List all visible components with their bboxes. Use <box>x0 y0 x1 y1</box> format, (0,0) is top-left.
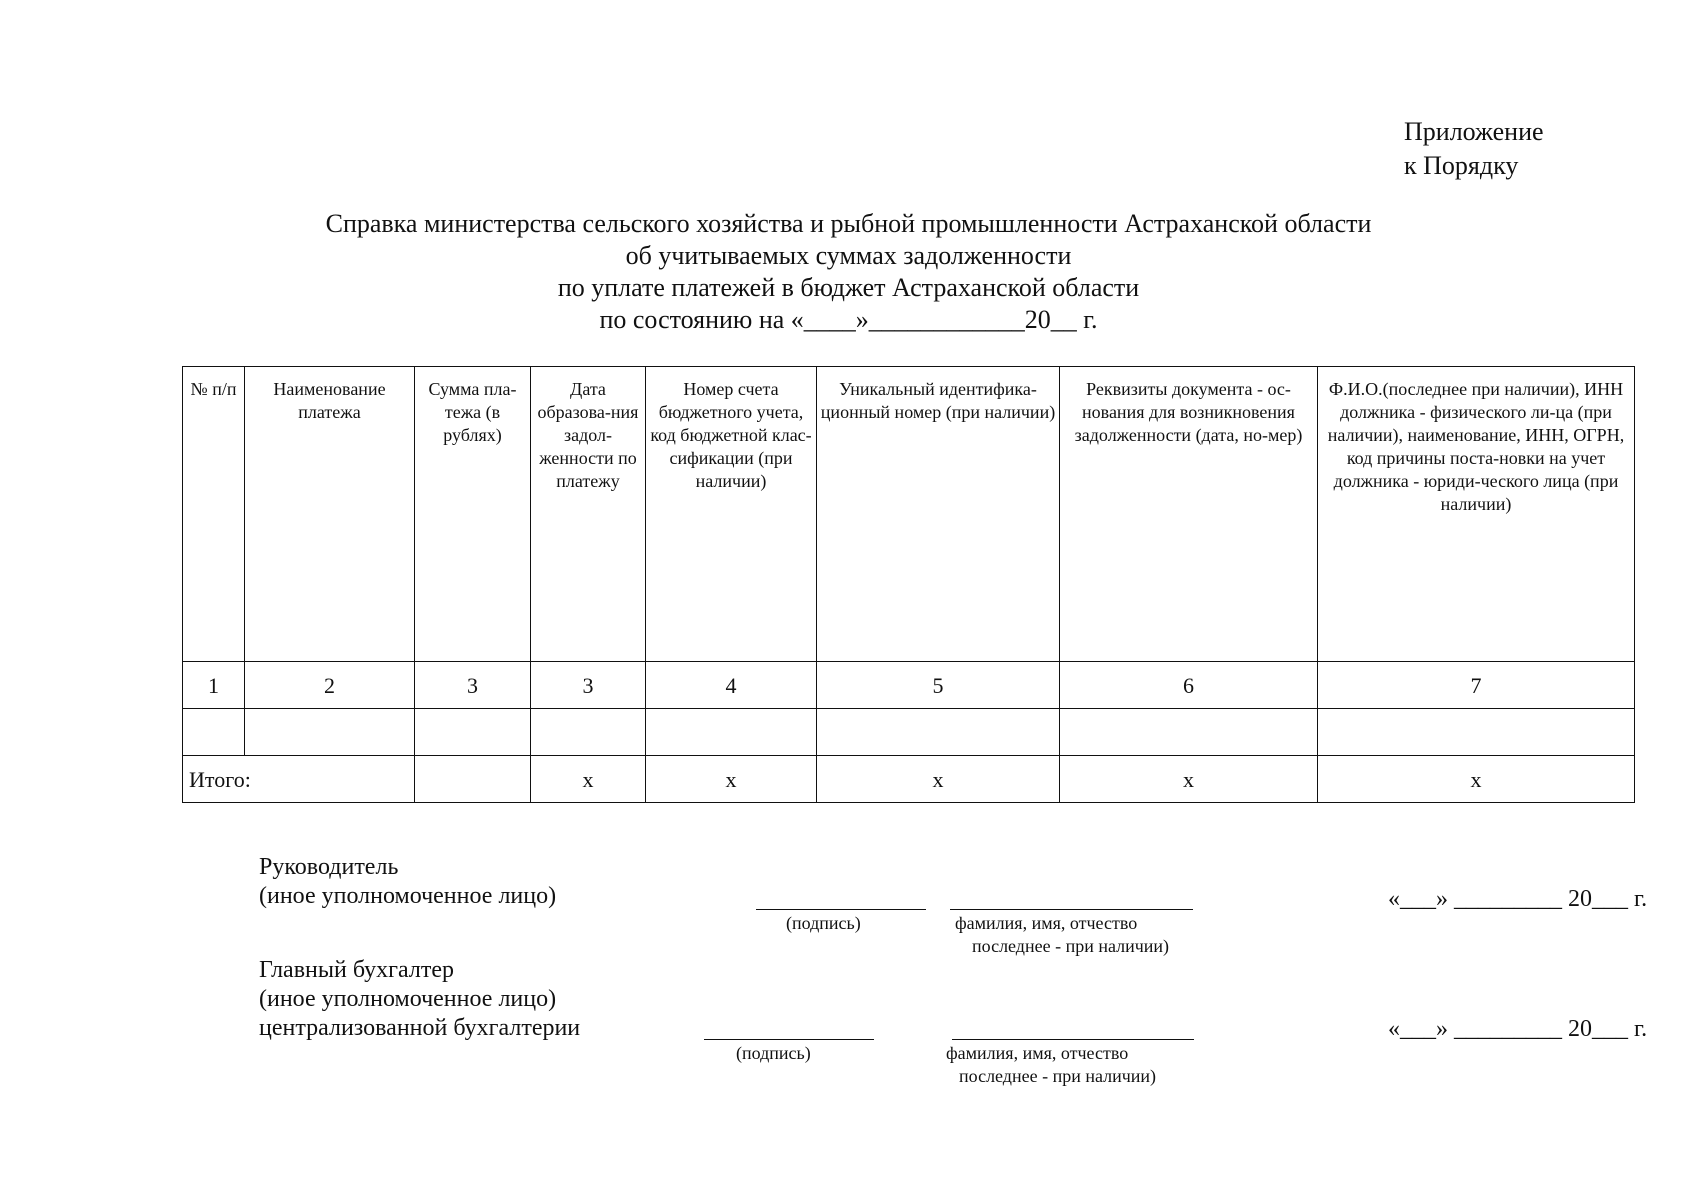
table-cell <box>1318 709 1635 756</box>
total-mark: x <box>1060 756 1318 803</box>
header-cell-payment-name: Наименование платежа <box>245 367 415 662</box>
accountant-name-caption-1: фамилия, имя, отчество <box>946 1043 1129 1063</box>
total-mark: x <box>817 756 1060 803</box>
table-cell <box>245 709 415 756</box>
table-cell <box>183 709 245 756</box>
table-cell <box>1060 709 1318 756</box>
head-signature-line <box>756 909 926 910</box>
document-title <box>0 208 1697 336</box>
appendix-label <box>1404 115 1544 183</box>
column-number: 3 <box>531 662 646 709</box>
total-mark: x <box>1318 756 1635 803</box>
accountant-title-line-3: централизованной бухгалтерии <box>259 1015 581 1041</box>
head-name-caption-2: последнее - при наличии) <box>972 936 1170 956</box>
column-number: 7 <box>1318 662 1635 709</box>
column-number: 2 <box>245 662 415 709</box>
header-cell-document-details: Реквизиты документа - ос-нования для возникновения задолженности (дата, но-мер) <box>1060 367 1318 662</box>
head-date: «___» _________ 20___ г. <box>1388 886 1648 912</box>
column-number: 5 <box>817 662 1060 709</box>
accountant-name-caption-2: последнее - при наличии) <box>959 1066 1157 1086</box>
header-cell-debt-date: Дата образова-ния задол-женности по платежу <box>531 367 646 662</box>
head-title-line-1: Руководитель <box>259 854 399 880</box>
header-cell-debtor-info: Ф.И.О.(последнее при наличии), ИНН должника - физического ли-ца (при наличии), наименование, ИНН, ОГРН, код причины поста-новки на учет должника - юриди-ческого лица (при наличии) <box>1318 367 1635 662</box>
table-cell <box>817 709 1060 756</box>
total-amount-cell <box>415 756 531 803</box>
table-cell <box>646 709 817 756</box>
header-cell-account-code: Номер счета бюджетного учета, код бюджетной клас-сификации (при наличии) <box>646 367 817 662</box>
header-cell-amount: Сумма пла-тежа (в рублях) <box>415 367 531 662</box>
appendix-line-2: к Порядку <box>1404 151 1519 180</box>
head-name-caption-1: фамилия, имя, отчество <box>955 913 1138 933</box>
appendix-line-1: Приложение <box>1404 117 1544 146</box>
total-label: Итого: <box>183 756 415 803</box>
column-number: 6 <box>1060 662 1318 709</box>
accountant-date: «___» _________ 20___ г. <box>1388 1016 1648 1042</box>
head-title <box>259 853 556 911</box>
column-number: 1 <box>183 662 245 709</box>
title-line-1: Справка министерства сельского хозяйства и рыбной промышленности Астраханской области <box>325 209 1372 238</box>
title-line-4: по состоянию на «____»____________20__ г. <box>599 305 1098 334</box>
table-cell <box>531 709 646 756</box>
accountant-name-line <box>952 1039 1194 1040</box>
table-total-row <box>183 756 1635 803</box>
table-number-row <box>183 662 1635 709</box>
header-cell-unique-id: Уникальный идентифика-ционный номер (при наличии) <box>817 367 1060 662</box>
debt-table <box>182 366 1635 803</box>
accountant-title-line-1: Главный бухгалтер <box>259 957 454 983</box>
accountant-title-line-2: (иное уполномоченное лицо) <box>259 986 557 1012</box>
accountant-signature-line <box>704 1039 874 1040</box>
head-signature-caption: (подпись) <box>786 913 861 933</box>
total-mark: x <box>646 756 817 803</box>
head-name-line <box>950 909 1193 910</box>
header-cell-number: № п/п <box>183 367 245 662</box>
column-number: 3 <box>415 662 531 709</box>
column-number: 4 <box>646 662 817 709</box>
accountant-title <box>259 956 580 1043</box>
table-header-row <box>183 367 1635 662</box>
total-mark: x <box>531 756 646 803</box>
head-title-line-2: (иное уполномоченное лицо) <box>259 883 557 909</box>
title-line-3: по уплате платежей в бюджет Астраханской области <box>557 273 1140 302</box>
title-line-2: об учитываемых суммах задолженности <box>625 241 1072 270</box>
table-cell <box>415 709 531 756</box>
table-row <box>183 709 1635 756</box>
accountant-signature-caption: (подпись) <box>736 1043 811 1063</box>
